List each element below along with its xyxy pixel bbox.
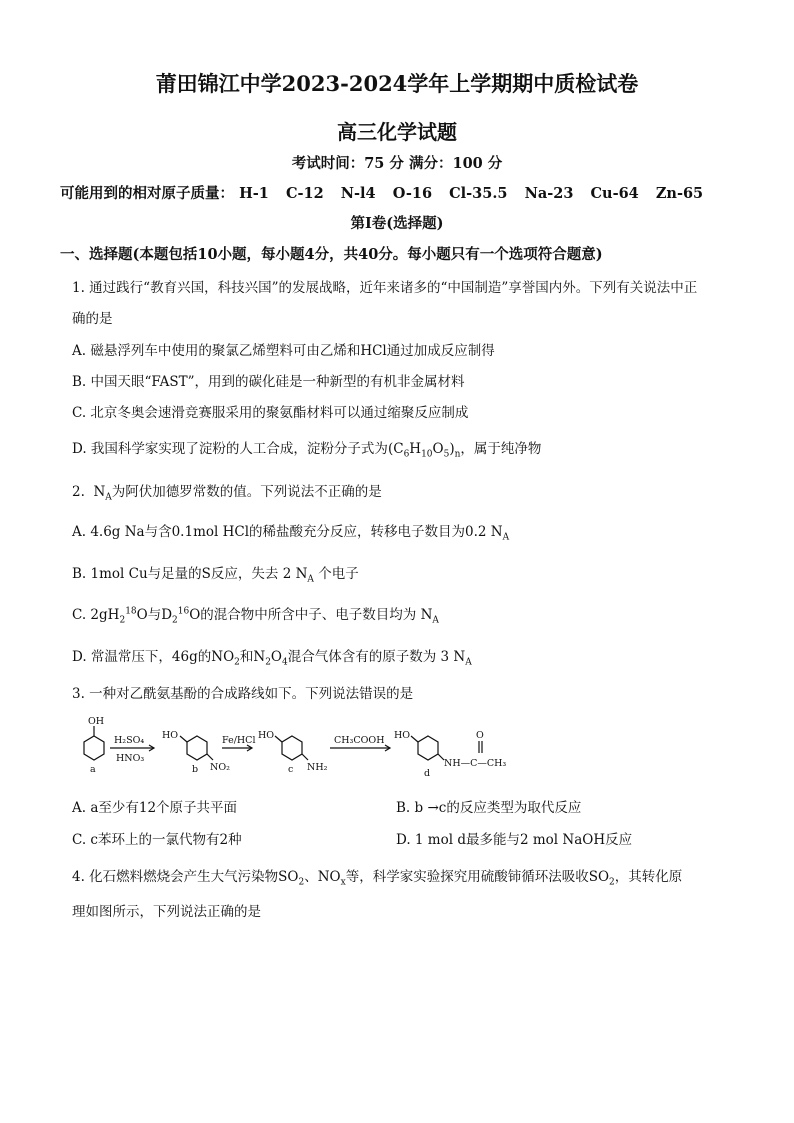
q2-option-b: B. 1mol Cu与足量的S反应，失去 2 $N_A$ 个电子 — [72, 566, 359, 585]
compound-label-a: a — [90, 764, 96, 775]
q1-stem-line1: 1. 通过践行“教育兴国，科技兴国”的发展战略，近年来诸多的“中国制造”享誉国内外。下列有关说法中正 — [72, 280, 698, 296]
q3-option-d: D. 1 mol d最多能与2 mol NaOH反应 — [396, 832, 633, 848]
benzene-ring-a — [84, 736, 104, 760]
reagent-hno3: HNO₃ — [116, 753, 145, 764]
label-ho-c: HO — [258, 730, 275, 741]
q1-option-c: C. 北京冬奥会速滑竞赛服采用的聚氨酯材料可以通过缩聚反应制成 — [72, 405, 469, 421]
label-ho-d: HO — [394, 730, 411, 741]
label-ho-b: HO — [162, 730, 179, 741]
atomic-mass-item: C-12 — [285, 185, 324, 202]
benzene-ring-b — [187, 736, 207, 760]
label-nh2: NH₂ — [307, 762, 328, 773]
q4-stem-line1: 4. 化石燃料燃烧会产生大气污染物$SO_2$、$NO_x$等，科学家实验探究用硫酸铈循环法吸收$SO_2$，其转化原 — [72, 869, 683, 888]
q3-stem: 3. 一种对乙酰氨基酚的合成路线如下。下列说法错误的是 — [72, 686, 414, 702]
atomic-mass-item: N-l4 — [340, 185, 376, 202]
label-carbonyl-o: O — [476, 730, 484, 741]
q3-option-b: B. b →c的反应类型为取代反应 — [396, 800, 582, 816]
atomic-masses-line — [60, 182, 715, 203]
compound-label-c: c — [288, 764, 294, 775]
starch-formula: $(C_6H_{10}O_5)_n$ — [387, 441, 461, 460]
q3-option-c: C. c苯环上的一氯代物有2种 — [72, 832, 242, 848]
atomic-mass-item: Na-23 — [524, 185, 574, 202]
label-no2: NO₂ — [210, 762, 230, 773]
compound-label-b: b — [192, 764, 199, 775]
part-title: 第Ⅰ卷(选择题) — [350, 215, 444, 232]
benzene-ring-d — [418, 736, 438, 760]
synthesis-scheme — [72, 712, 532, 782]
q1-stem-line2: 确的是 — [72, 311, 113, 327]
reagent-h2so4: H₂SO₄ — [114, 735, 145, 746]
atomic-mass-item: Cu-64 — [590, 185, 639, 202]
q2-option-a: A. 4.6g Na与含0.1mol HCl的稀盐酸充分反应，转移电子数目为0.2 $N_A$ — [72, 524, 510, 543]
q1-option-a: A. 磁悬浮列车中使用的聚氯乙烯塑料可由乙烯和HCl通过加成反应制得 — [72, 343, 495, 359]
q2-stem: 2. $N_A$为阿伏加德罗常数的值。下列说法不正确的是 — [72, 484, 382, 503]
exam-time-score: 考试时间：75 分 满分：100 分 — [291, 155, 503, 172]
q1-option-b: B. 中国天眼“FAST”，用到的碳化硅是一种新型的有机非金属材料 — [72, 374, 465, 390]
q2-option-c: C. $2gH_2^{18}O$与$D_2^{16}O$的混合物中所含中子、电子数目均为 $N_A$ — [72, 606, 439, 626]
benzene-ring-c — [282, 736, 302, 760]
q3-option-a: A. a至少有12个原子共平面 — [72, 800, 238, 816]
reagent-ch3cooh: CH₃COOH — [334, 735, 385, 746]
q2-option-d: D. 常温常压下，46g的$NO_2$和$N_2O_4$混合气体含有的原子数为 3 $N_A$ — [72, 649, 472, 668]
atomic-mass-item: O-16 — [392, 185, 433, 202]
atomic-mass-item: H-1 — [239, 185, 269, 202]
exam-title: 莆田锦江中学2023-2024学年上学期期中质检试卷 — [155, 71, 639, 96]
q1-option-d: D. 我国科学家实现了淀粉的人工合成，淀粉分子式为$(C_6H_{10}O_5)_n$，属于纯净物 — [72, 441, 542, 460]
label-oh-a: OH — [88, 716, 105, 727]
q4-stem-line2: 理如图所示，下列说法正确的是 — [72, 904, 261, 920]
compound-label-d: d — [424, 768, 431, 779]
reagent-fe-hcl: Fe/HCl — [222, 735, 256, 746]
atomic-masses-label: 可能用到的相对原子质量： — [60, 185, 234, 202]
atomic-mass-item: Cl-35.5 — [449, 185, 508, 202]
exam-subtitle: 高三化学试题 — [337, 120, 457, 144]
label-amide: NH—C—CH₃ — [444, 758, 507, 769]
section-title: 一、选择题(本题包括10小题，每小题4分，共40分。每小题只有一个选项符合题意) — [60, 246, 603, 263]
atomic-mass-item: Zn-65 — [655, 185, 704, 202]
